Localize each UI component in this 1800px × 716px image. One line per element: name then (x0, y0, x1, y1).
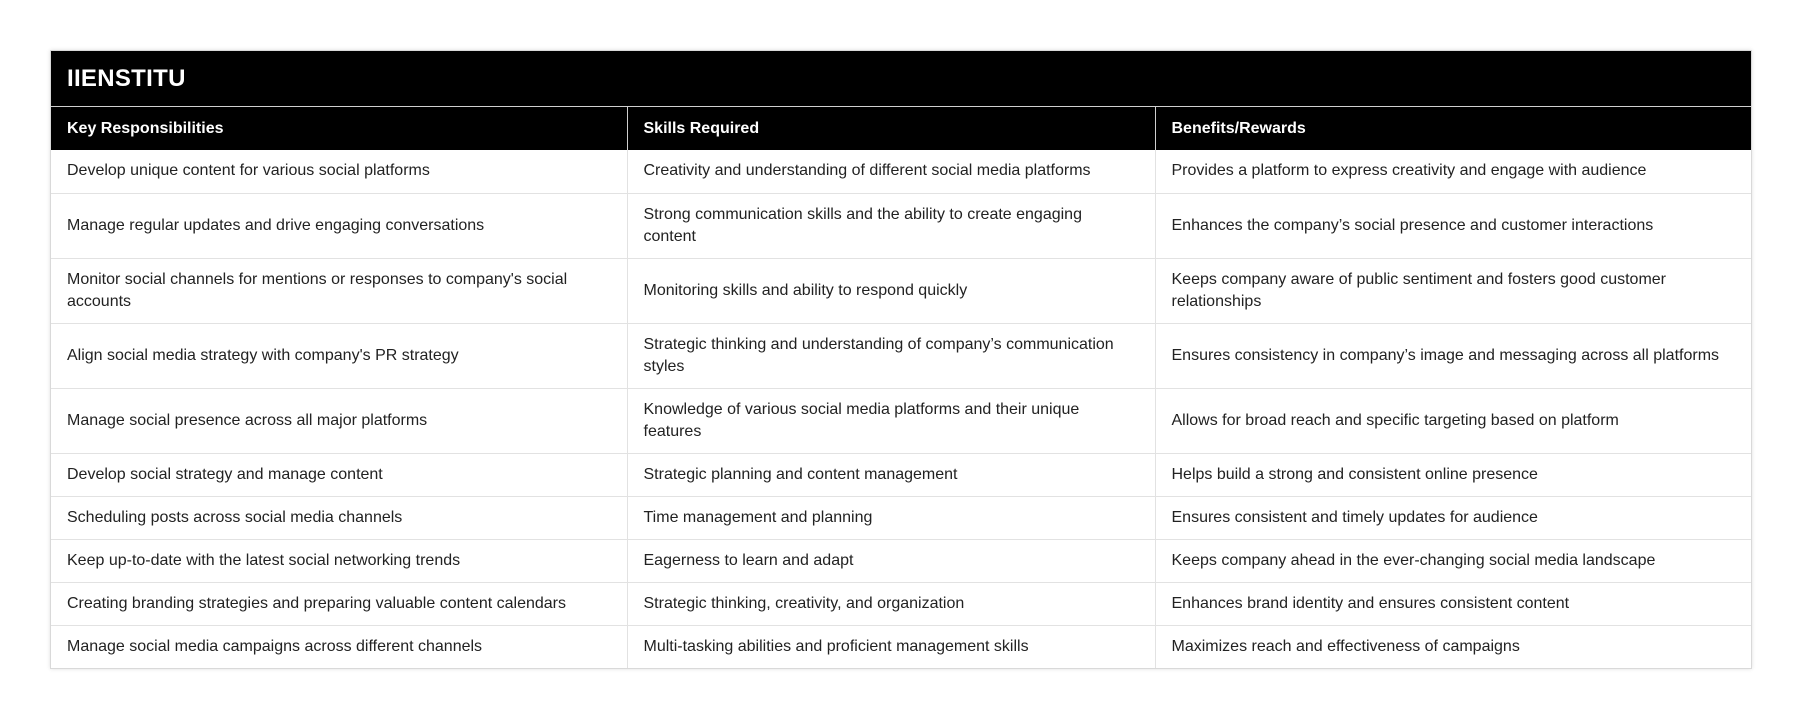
responsibilities-table (51, 107, 1751, 668)
cell-skill: Monitoring skills and ability to respond quickly (627, 258, 1155, 323)
table-row (51, 323, 1751, 388)
table-row (51, 625, 1751, 668)
table-row (51, 193, 1751, 258)
table-body (51, 150, 1751, 668)
cell-responsibility: Manage social presence across all major platforms (51, 388, 627, 453)
cell-responsibility: Manage social media campaigns across different channels (51, 625, 627, 668)
cell-responsibility: Align social media strategy with company's PR strategy (51, 323, 627, 388)
header-row (51, 107, 1751, 150)
cell-skill: Knowledge of various social media platforms and their unique features (627, 388, 1155, 453)
table-row (51, 150, 1751, 193)
cell-benefit: Ensures consistency in company’s image and messaging across all platforms (1155, 323, 1751, 388)
cell-benefit: Provides a platform to express creativity and engage with audience (1155, 150, 1751, 193)
cell-skill: Creativity and understanding of different social media platforms (627, 150, 1155, 193)
responsibilities-table-card (50, 50, 1752, 669)
cell-skill: Multi-tasking abilities and proficient management skills (627, 625, 1155, 668)
cell-skill: Strategic thinking and understanding of company’s communication styles (627, 323, 1155, 388)
table-title: IIENSTITU (51, 51, 1751, 107)
cell-skill: Eagerness to learn and adapt (627, 539, 1155, 582)
column-header-skills-required: Skills Required (627, 107, 1155, 150)
cell-responsibility: Keep up-to-date with the latest social networking trends (51, 539, 627, 582)
cell-responsibility: Manage regular updates and drive engaging conversations (51, 193, 627, 258)
cell-benefit: Keeps company ahead in the ever-changing social media landscape (1155, 539, 1751, 582)
cell-responsibility: Scheduling posts across social media channels (51, 496, 627, 539)
column-header-key-responsibilities: Key Responsibilities (51, 107, 627, 150)
cell-responsibility: Develop unique content for various social platforms (51, 150, 627, 193)
table-row (51, 388, 1751, 453)
table-row (51, 582, 1751, 625)
cell-skill: Strong communication skills and the ability to create engaging content (627, 193, 1155, 258)
cell-responsibility: Creating branding strategies and preparing valuable content calendars (51, 582, 627, 625)
cell-skill: Strategic planning and content management (627, 453, 1155, 496)
table-row (51, 539, 1751, 582)
column-header-benefits-rewards: Benefits/Rewards (1155, 107, 1751, 150)
cell-benefit: Allows for broad reach and specific targeting based on platform (1155, 388, 1751, 453)
cell-responsibility: Develop social strategy and manage content (51, 453, 627, 496)
table-row (51, 496, 1751, 539)
cell-benefit: Helps build a strong and consistent online presence (1155, 453, 1751, 496)
cell-benefit: Ensures consistent and timely updates for audience (1155, 496, 1751, 539)
cell-skill: Time management and planning (627, 496, 1155, 539)
table-header (51, 107, 1751, 150)
cell-benefit: Enhances brand identity and ensures consistent content (1155, 582, 1751, 625)
table-row (51, 453, 1751, 496)
cell-benefit: Maximizes reach and effectiveness of campaigns (1171, 637, 1520, 655)
cell-benefit: Enhances the company’s social presence and customer interactions (1155, 193, 1751, 258)
table-row (51, 258, 1751, 323)
cell-skill: Strategic thinking, creativity, and organization (627, 582, 1155, 625)
cell-benefit: Keeps company aware of public sentiment and fosters good customer relationships (1155, 258, 1751, 323)
cell-responsibility: Monitor social channels for mentions or responses to company's social accounts (51, 258, 627, 323)
